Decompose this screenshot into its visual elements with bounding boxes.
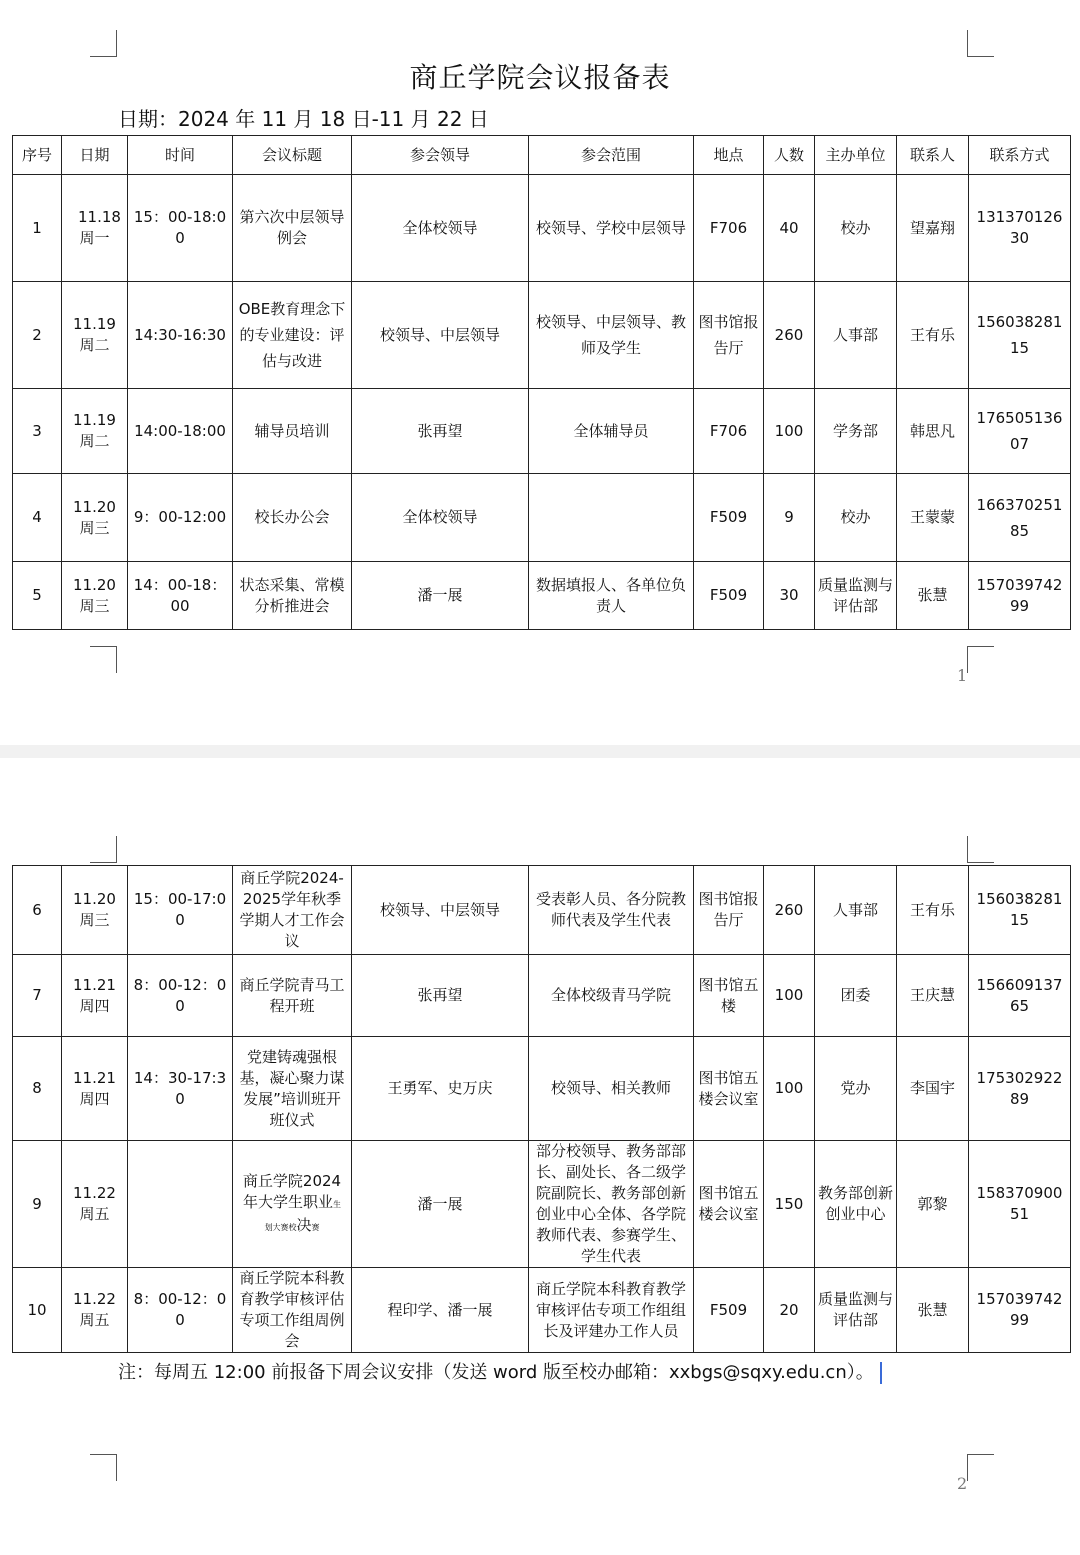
cell-leaders: 校领导、中层领导 [352, 866, 529, 955]
cell-count: 20 [764, 1268, 815, 1353]
weekday-text: 周二 [79, 336, 110, 354]
cell-date [62, 1037, 128, 1141]
crop-mark [967, 646, 994, 673]
header-cell: 时间 [128, 136, 233, 175]
date-text: 11.22 [73, 1184, 116, 1202]
header-cell: 日期 [62, 136, 128, 175]
cell-date [62, 955, 128, 1037]
cell-scope: 受表彰人员、各分院教师代表及学生代表 [529, 866, 694, 955]
cell-title: 商丘学院2024-2025学年秋季学期人才工作会议 [233, 866, 352, 955]
table-row [13, 1268, 1071, 1353]
crop-mark [90, 836, 117, 863]
cell-count: 30 [764, 562, 815, 630]
cell-time: 15：00-18:00 [128, 175, 233, 282]
cell-time: 8：00-12：00 [128, 955, 233, 1037]
cell-contact: 王有乐 [897, 282, 969, 389]
header-cell: 联系人 [897, 136, 969, 175]
cell-date [62, 1141, 128, 1268]
date-text: 11.19 [73, 411, 116, 429]
cell-place: 图书馆报告厅 [694, 282, 764, 389]
cell-contact: 韩思凡 [897, 389, 969, 474]
meeting-table-page-1 [12, 135, 1071, 630]
cell-no: 10 [13, 1268, 62, 1353]
cell-leaders: 王勇军、史万庆 [352, 1037, 529, 1141]
page-number: 2 [957, 1474, 968, 1493]
cell-contact: 张慧 [897, 1268, 969, 1353]
cell-contact: 张慧 [897, 562, 969, 630]
cell-time: 14：30-17:30 [128, 1037, 233, 1141]
cell-no: 9 [13, 1141, 62, 1268]
cell-leaders: 张再望 [352, 389, 529, 474]
cell-time: 15：00-17:00 [128, 866, 233, 955]
crop-mark [90, 1454, 117, 1481]
header-cell: 主办单位 [815, 136, 897, 175]
cell-no: 5 [13, 562, 62, 630]
footnote [118, 1358, 882, 1384]
cell-contact: 望嘉翔 [897, 175, 969, 282]
cell-host: 校办 [815, 474, 897, 562]
cell-place: F509 [694, 562, 764, 630]
cell-host: 质量监测与评估部 [815, 1268, 897, 1353]
header-cell: 人数 [764, 136, 815, 175]
meeting-table-page-2 [12, 865, 1071, 1353]
cell-scope: 校领导、学校中层领导 [529, 175, 694, 282]
cell-contact: 王蒙蒙 [897, 474, 969, 562]
table-row [13, 389, 1071, 474]
cell-place: F509 [694, 1268, 764, 1353]
weekday-text: 周四 [79, 1089, 110, 1108]
cell-title: 辅导员培训 [233, 389, 352, 474]
cell-scope: 校领导、相关教师 [529, 1037, 694, 1141]
cell-host: 学务部 [815, 389, 897, 474]
cell-place: F706 [694, 389, 764, 474]
cell-time: 14：00-18：00 [128, 562, 233, 630]
cell-count: 150 [764, 1141, 815, 1268]
cell-date [62, 562, 128, 630]
cell-host: 人事部 [815, 282, 897, 389]
cell-date [62, 389, 128, 474]
cell-scope: 数据填报人、各单位负责人 [529, 562, 694, 630]
cell-host: 教务部创新创业中心 [815, 1141, 897, 1268]
title-small: 划大赛校 [264, 1222, 297, 1232]
header-cell: 序号 [13, 136, 62, 175]
cell-scope: 商丘学院本科教育教学审核评估专项工作组组长及评建办工作人员 [529, 1268, 694, 1353]
date-text: 11.21 [73, 975, 116, 994]
table-row [13, 955, 1071, 1037]
title-main: 商丘学院2024年大学生职业 [242, 1171, 342, 1211]
crop-mark [967, 30, 994, 57]
cell-count: 100 [764, 955, 815, 1037]
cell-no: 4 [13, 474, 62, 562]
table-row [13, 1037, 1071, 1141]
table-row [13, 175, 1071, 282]
footnote-text: 注：每周五 12:00 前报备下周会议安排（发送 word 版至校办邮箱：xxbgs@sqxy.edu.cn）。 [118, 1362, 874, 1383]
cell-contact: 王有乐 [897, 866, 969, 955]
cell-phone: 15703974299 [969, 1268, 1071, 1353]
crop-mark [90, 646, 117, 673]
cell-place: 图书馆五楼会议室 [694, 1037, 764, 1141]
cell-no: 3 [13, 389, 62, 474]
crop-mark [967, 836, 994, 863]
cell-phone: 16637025185 [969, 474, 1071, 562]
weekday-text: 周三 [79, 596, 110, 615]
cell-count: 40 [764, 175, 815, 282]
cell-time: 8：00-12：00 [128, 1268, 233, 1353]
cell-leaders: 潘一展 [352, 562, 529, 630]
date-text: 11.20 [73, 890, 116, 908]
cell-no: 6 [13, 866, 62, 955]
cell-contact: 李国宇 [897, 1037, 969, 1141]
cell-title: 商丘学院青马工程开班 [233, 955, 352, 1037]
cell-host: 校办 [815, 175, 897, 282]
cell-title: 第六次中层领导例会 [233, 175, 352, 282]
cell-contact: 郭黎 [897, 1141, 969, 1268]
cell-title [233, 1141, 352, 1268]
table-row [13, 562, 1071, 630]
cell-no: 1 [13, 175, 62, 282]
date-text: 11.18 [78, 208, 121, 226]
cell-place: 图书馆五楼会议室 [694, 1141, 764, 1268]
cell-host: 质量监测与评估部 [815, 562, 897, 630]
date-text: 11.19 [73, 315, 116, 333]
cell-scope: 全体校级青马学院 [529, 955, 694, 1037]
header-cell: 会议标题 [233, 136, 352, 175]
cell-scope: 部分校领导、教务部部长、副处长、各二级学院副院长、教务部创新创业中心全体、各学院教师代表、参赛学生、学生代表 [529, 1141, 694, 1268]
cell-leaders: 张再望 [352, 955, 529, 1037]
cell-phone: 15603828115 [969, 866, 1071, 955]
cell-place: 图书馆五楼 [694, 955, 764, 1037]
table-row [13, 282, 1071, 389]
date-text: 11.20 [73, 497, 116, 516]
cell-count: 9 [764, 474, 815, 562]
cell-title: 党建铸魂强根基，凝心聚力谋发展”培训班开班仪式 [233, 1037, 352, 1141]
cell-title: 校长办公会 [233, 474, 352, 562]
cell-title: 状态采集、常模分析推进会 [233, 562, 352, 630]
title-small: 生 [333, 1199, 341, 1209]
document-title: 商丘学院会议报备表 [409, 61, 671, 94]
cell-phone: 17650513607 [969, 389, 1071, 474]
table-row [13, 474, 1071, 562]
cell-phone: 15660913765 [969, 955, 1071, 1037]
cell-leaders: 全体校领导 [352, 474, 529, 562]
cell-title: OBE教育理念下的专业建设：评估与改进 [233, 282, 352, 389]
text-cursor [880, 1362, 882, 1384]
header-cell: 参会领导 [352, 136, 529, 175]
page-number: 1 [957, 666, 968, 685]
cell-leaders: 校领导、中层领导 [352, 282, 529, 389]
weekday-text: 周五 [79, 1205, 110, 1223]
cell-time: 14:00-18:00 [128, 389, 233, 474]
cell-place: 图书馆报告厅 [694, 866, 764, 955]
cell-phone: 13137012630 [969, 175, 1071, 282]
cell-no: 2 [13, 282, 62, 389]
cell-no: 7 [13, 955, 62, 1037]
cell-phone: 17530292289 [969, 1037, 1071, 1141]
table-header-row [13, 136, 1071, 175]
cell-time [128, 1141, 233, 1268]
cell-time: 9：00-12:00 [128, 474, 233, 562]
cell-leaders: 潘一展 [352, 1141, 529, 1268]
cell-host: 党办 [815, 1037, 897, 1141]
header-cell: 参会范围 [529, 136, 694, 175]
cell-date [62, 474, 128, 562]
page-1 [0, 0, 1080, 745]
weekday-text: 周三 [79, 911, 110, 929]
cell-phone: 15603828115 [969, 282, 1071, 389]
cell-contact: 王庆慧 [897, 955, 969, 1037]
cell-phone: 15703974299 [969, 562, 1071, 630]
cell-host: 人事部 [815, 866, 897, 955]
cell-place: F509 [694, 474, 764, 562]
cell-leaders: 程印学、潘一展 [352, 1268, 529, 1353]
cell-count: 100 [764, 389, 815, 474]
weekday-text: 周五 [79, 1311, 110, 1329]
cell-leaders: 全体校领导 [352, 175, 529, 282]
date-text: 11.22 [73, 1290, 116, 1308]
weekday-text: 周四 [79, 996, 110, 1015]
cell-date [62, 1268, 128, 1353]
cell-date [62, 175, 128, 282]
title-small: 赛 [311, 1222, 320, 1232]
cell-host: 团委 [815, 955, 897, 1037]
cell-no: 8 [13, 1037, 62, 1141]
cell-scope: 全体辅导员 [529, 389, 694, 474]
cell-count: 100 [764, 1037, 815, 1141]
crop-mark [90, 30, 117, 57]
weekday-text: 周一 [79, 229, 110, 247]
date-text: 11.21 [73, 1068, 116, 1087]
crop-mark [967, 1454, 994, 1481]
table-row [13, 1141, 1071, 1268]
cell-scope: 校领导、中层领导、教师及学生 [529, 282, 694, 389]
header-cell: 联系方式 [969, 136, 1071, 175]
cell-scope [529, 474, 694, 562]
weekday-text: 周二 [79, 432, 110, 450]
date-text: 11.20 [73, 575, 116, 594]
cell-count: 260 [764, 866, 815, 955]
table-row [13, 866, 1071, 955]
cell-phone: 15837090051 [969, 1141, 1071, 1268]
weekday-text: 周三 [79, 518, 110, 537]
title-end: 决 [296, 1215, 312, 1234]
date-range: 日期：2024 年 11 月 18 日-11 月 22 日 [118, 107, 489, 131]
cell-count: 260 [764, 282, 815, 389]
header-cell: 地点 [694, 136, 764, 175]
cell-title: 商丘学院本科教育教学审核评估专项工作组周例会 [233, 1268, 352, 1353]
cell-date [62, 282, 128, 389]
cell-time: 14:30-16:30 [128, 282, 233, 389]
cell-date [62, 866, 128, 955]
cell-place: F706 [694, 175, 764, 282]
